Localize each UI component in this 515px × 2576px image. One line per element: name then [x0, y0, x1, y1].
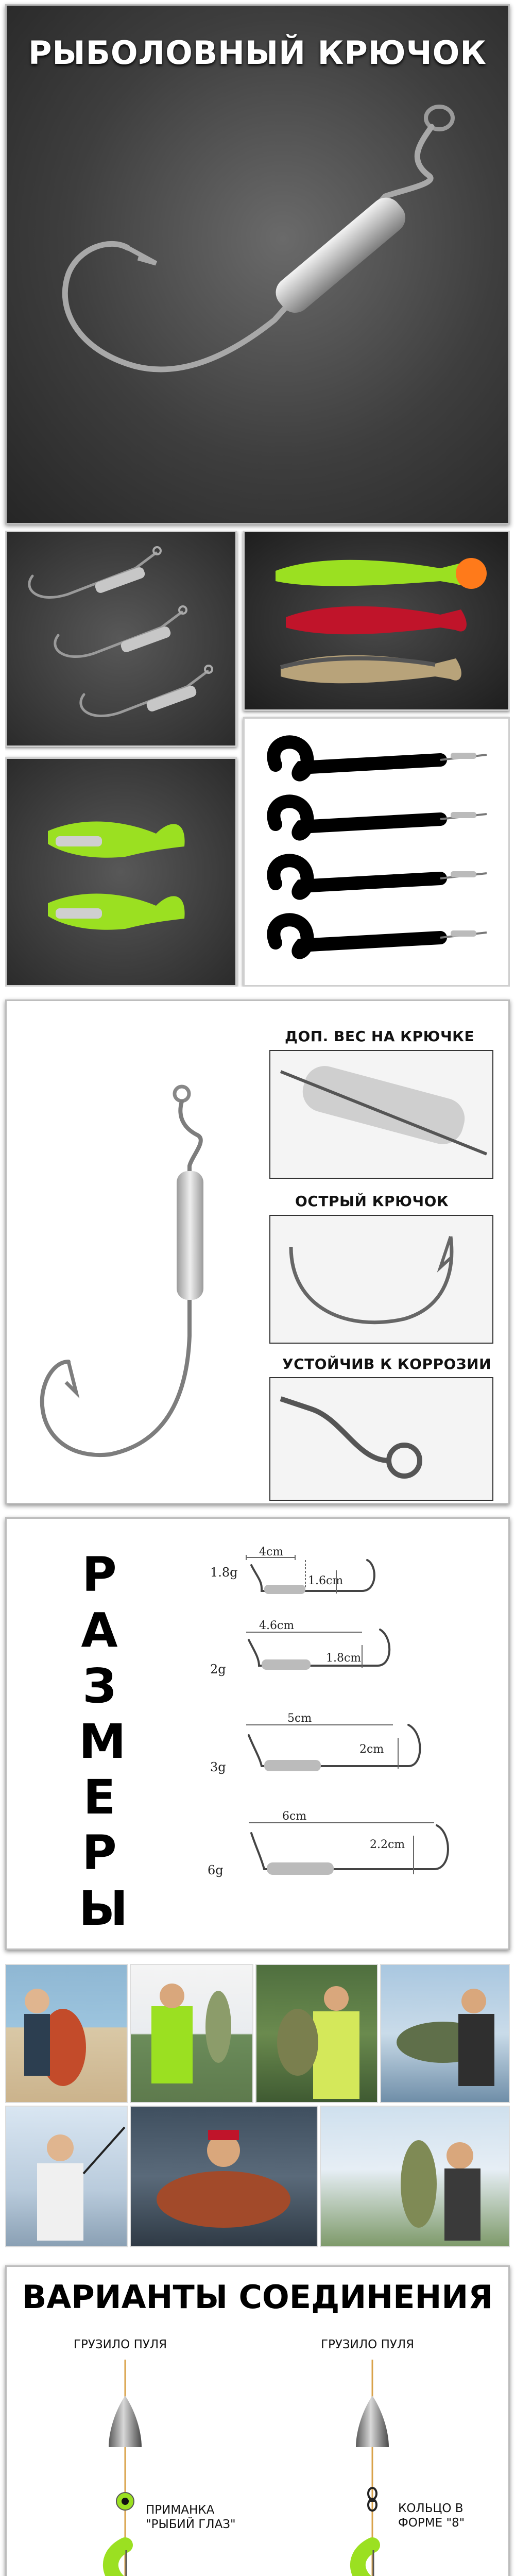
- feature-label-corrosion: УСТОЙЧИВ К КОРРОЗИИ: [282, 1355, 492, 1372]
- size-gap-3: 2cm: [359, 1743, 384, 1756]
- sizes-title-letter: Р: [82, 1825, 117, 1880]
- left-sinker-label: ГРУЗИЛО ПУЛЯ: [74, 2338, 167, 2351]
- sizes-title-letter: М: [79, 1714, 126, 1769]
- photo-angler-1: [5, 1964, 128, 2103]
- photo-angler-2: [130, 1964, 253, 2103]
- size-gap-1: 1.6cm: [308, 1574, 344, 1587]
- sizes-title-letter: Е: [83, 1770, 116, 1825]
- rigging-title: ВАРИАНТЫ СОЕДИНЕНИЯ: [22, 2278, 493, 2316]
- feature-image-weight: [269, 1050, 493, 1179]
- sizes-title-letter: Ы: [79, 1881, 128, 1936]
- size-gap-4: 2.2cm: [370, 1838, 405, 1851]
- gallery-lures-tile: [243, 531, 510, 711]
- size-weight-3: 3g: [210, 1760, 226, 1774]
- gallery-worms-tile: [243, 717, 510, 987]
- black-worms-image: [245, 719, 508, 985]
- left-connector-label: ПРИМАНКА "РЫБИЙ ГЛАЗ": [146, 2503, 236, 2531]
- hero-panel: [5, 4, 510, 524]
- sizes-title-letter: Р: [82, 1547, 117, 1602]
- feature-label-sharp: ОСТРЫЙ КРЮЧОК: [295, 1193, 449, 1210]
- product-gallery: [5, 531, 510, 987]
- rigging-panel: [5, 2265, 510, 2576]
- size-weight-4: 6g: [208, 1863, 224, 1877]
- rigged-green-lures-image: [7, 759, 235, 985]
- size-gap-2: 1.8cm: [326, 1652, 362, 1665]
- feature-label-weight: ДОП. ВЕС НА КРЮЧКЕ: [285, 1028, 475, 1045]
- photo-angler-7: [320, 2106, 510, 2247]
- photo-angler-5: [5, 2106, 128, 2247]
- size-length-2: 4.6cm: [259, 1619, 295, 1632]
- hook-diagram-image: [7, 1001, 274, 1503]
- photo-angler-3: [255, 1964, 378, 2103]
- photo-angler-4: [380, 1964, 510, 2103]
- size-length-4: 6cm: [282, 1810, 307, 1823]
- sizes-title-letter: А: [81, 1603, 118, 1658]
- feature-image-sharp: [269, 1215, 493, 1344]
- three-hooks-image: [7, 532, 235, 745]
- features-panel: [5, 999, 510, 1504]
- size-length-1: 4cm: [259, 1546, 284, 1558]
- right-sinker-label: ГРУЗИЛО ПУЛЯ: [321, 2338, 415, 2351]
- sizes-vertical-title: [79, 1547, 128, 1937]
- sizes-title-letter: З: [82, 1658, 116, 1714]
- soft-lures-image: [245, 532, 508, 709]
- size-weight-1: 1.8g: [210, 1565, 238, 1580]
- hook-hero-image: [7, 6, 508, 523]
- right-connector-label: КОЛЬЦО В ФОРМЕ "8": [398, 2502, 465, 2530]
- customer-photos: [5, 1964, 510, 2252]
- rigging-diagrams: [7, 2267, 508, 2576]
- photo-angler-6: [130, 2106, 318, 2247]
- gallery-hooks-tile: [5, 531, 237, 747]
- sizes-panel: [5, 1517, 510, 1950]
- feature-image-corrosion: [269, 1377, 493, 1501]
- gallery-green-lures-tile: [5, 757, 237, 987]
- hero-title: РЫБОЛОВНЫЙ КРЮЧОК: [28, 34, 487, 72]
- size-weight-2: 2g: [210, 1662, 226, 1676]
- size-length-3: 5cm: [287, 1712, 312, 1725]
